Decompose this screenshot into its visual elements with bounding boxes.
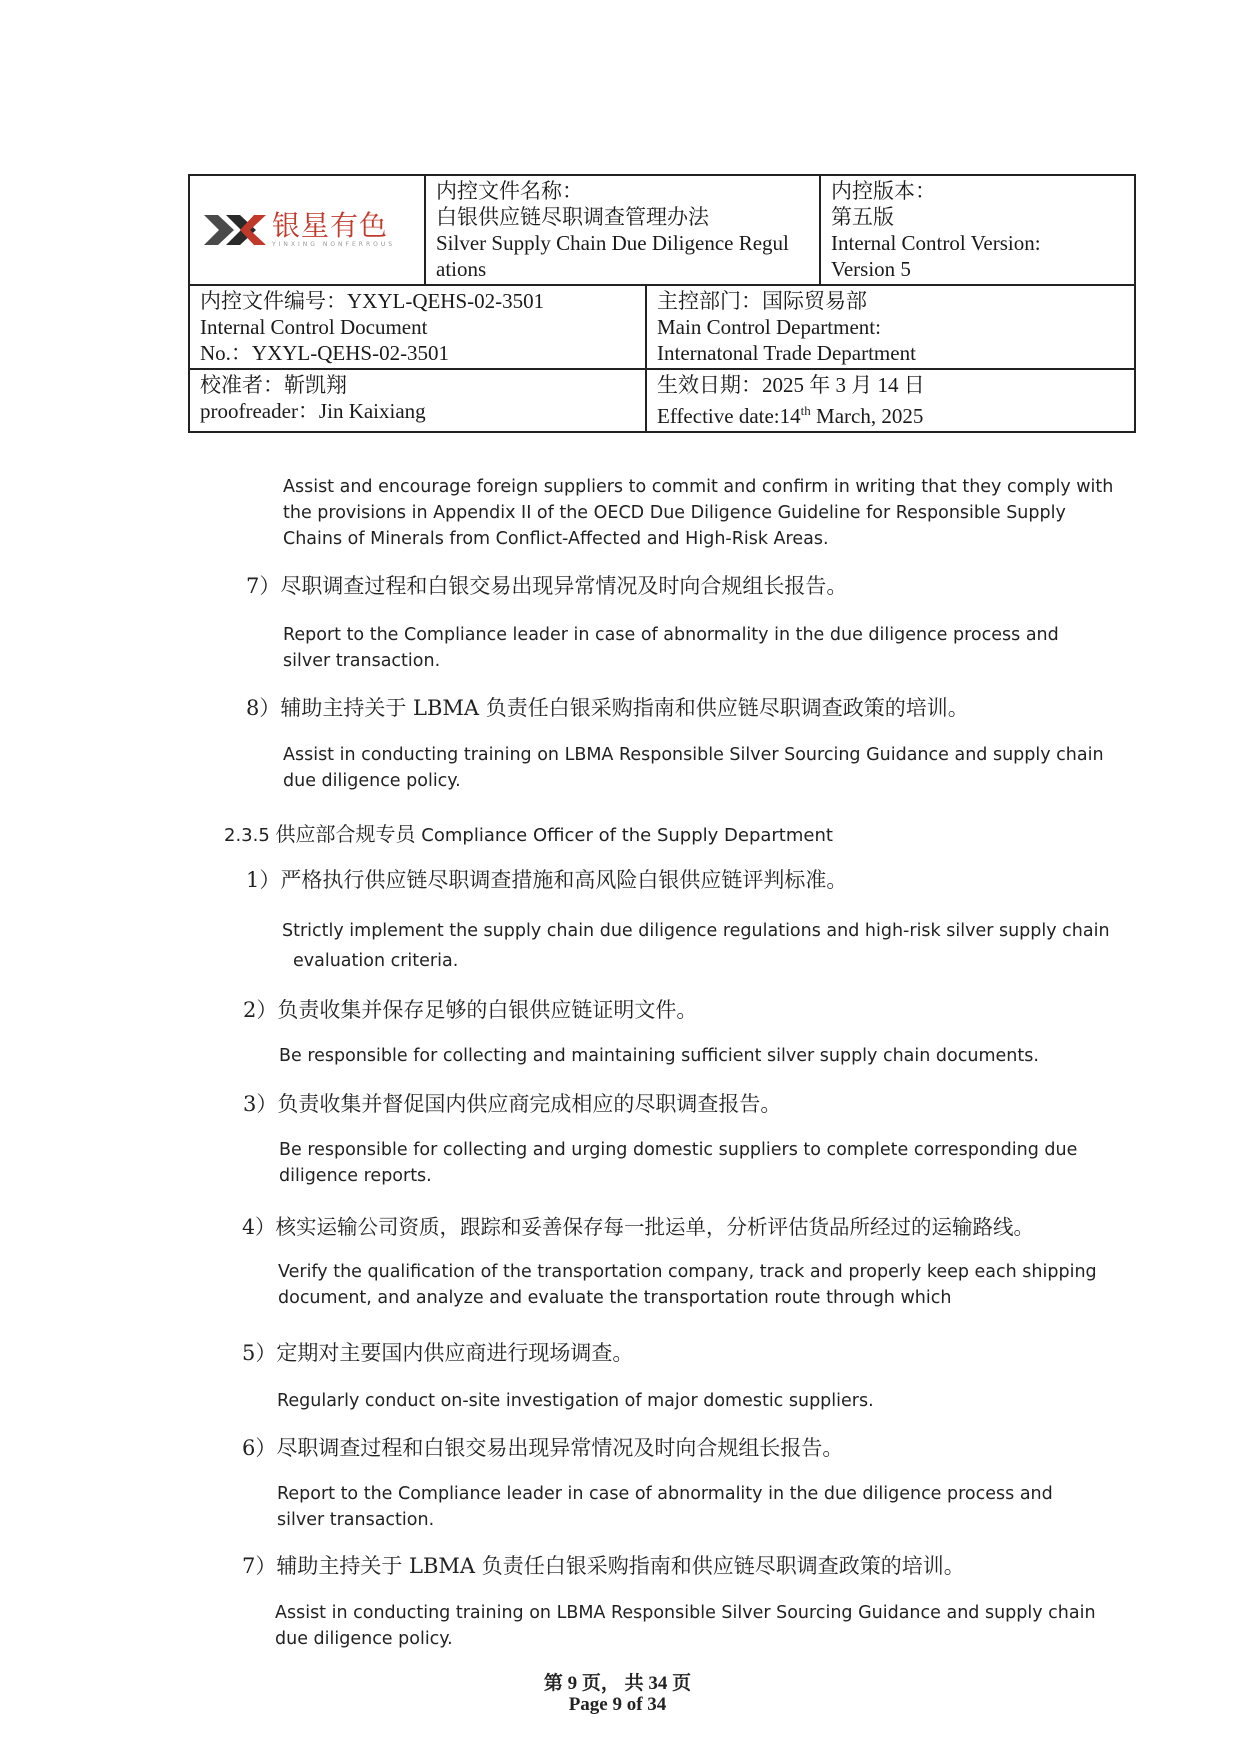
doc-number-en-1: Internal Control Document: [200, 315, 428, 339]
file-name-en-2: ations: [436, 257, 487, 281]
doc-number-cell: [189, 285, 646, 369]
page-number-en: Page 9 of 34: [568, 1694, 667, 1715]
section-title-en: Compliance Officer of the Supply Department: [421, 825, 833, 846]
supply-item-5-cn: 5）定期对主要国内供应商进行现场调查。: [242, 1341, 634, 1365]
supply-item-6-cn: 6）尽职调查过程和白银交易出现异常情况及时向合规组长报告。: [242, 1436, 844, 1460]
doc-number-cn: 内控文件编号：YXYL-QEHS-02-3501: [200, 289, 545, 313]
proofreader-en: proofreader：Jin Kaixiang: [200, 399, 426, 423]
header-table: [188, 174, 1136, 433]
supply-item-1-en-2: evaluation criteria.: [293, 951, 459, 971]
file-name-label: 内控文件名称：: [436, 179, 583, 203]
logo-mark-icon: [204, 213, 266, 247]
supply-item-2-en: Be responsible for collecting and maintaining sufficient silver supply chain documents.: [279, 1046, 1039, 1066]
item-8-en: Assist in conducting training on LBMA Responsible Silver Sourcing Guidance and supply chain due diligence policy.: [283, 745, 1104, 791]
logo-cell: [189, 175, 425, 285]
supply-item-6-en: Report to the Compliance leader in case of abnormality in the due diligence process and silver transaction.: [277, 1484, 1053, 1530]
supply-item-1-en-1: Strictly implement the supply chain due diligence regulations and high-risk silver supply chain: [282, 921, 1110, 941]
effective-date-cell: [646, 369, 1135, 432]
supply-item-4-en: Verify the qualification of the transportation company, track and properly keep each shipping document, and analyze and evaluate the transportation route through which: [278, 1262, 1097, 1308]
doc-number-en-2: No.：YXYL-QEHS-02-3501: [200, 341, 450, 365]
supply-item-3-en: Be responsible for collecting and urging domestic suppliers to complete corresponding due diligence reports.: [279, 1140, 1078, 1186]
effective-date-cn: 生效日期：2025 年 3 月 14 日: [657, 373, 925, 397]
department-en-2: Internatonal Trade Department: [657, 341, 916, 365]
proofreader-cell: [189, 369, 646, 432]
supply-item-5-en: Regularly conduct on-site investigation of major domestic suppliers.: [277, 1391, 874, 1411]
item-7-en: Report to the Compliance leader in case of abnormality in the due diligence process and silver transaction.: [283, 625, 1059, 671]
supply-item-7-cn: 7）辅助主持关于 LBMA 负责任白银采购指南和供应链尽职调查政策的培训。: [242, 1554, 965, 1578]
version-en-1: Internal Control Version:: [831, 231, 1041, 255]
file-name-cell: [425, 175, 820, 285]
section-number: 2.3.5: [224, 825, 270, 846]
supply-item-4-cn: 4）核实运输公司资质，跟踪和妥善保存每一批运单，分析评估货品所经过的运输路线。: [242, 1215, 1035, 1239]
supply-item-3-cn: 3）负责收集并督促国内供应商完成相应的尽职调查报告。: [243, 1092, 782, 1116]
effective-date-en-pre: Effective date:14: [657, 404, 801, 428]
logo-chinese-name: 银星有色: [272, 209, 389, 242]
file-name-cn: 白银供应链尽职调查管理办法: [436, 205, 709, 229]
supply-item-2-cn: 2）负责收集并保存足够的白银供应链证明文件。: [243, 998, 698, 1022]
company-logo: [204, 211, 410, 249]
page-number-cn: 第 9 页， 共 34 页: [543, 1673, 692, 1694]
effective-date-en-post: March, 2025: [810, 404, 924, 428]
effective-date-en: [657, 398, 1124, 429]
proofreader-cn: 校准者：靳凯翔: [200, 373, 347, 397]
department-cell: [646, 285, 1135, 369]
department-en-1: Main Control Department:: [657, 315, 881, 339]
version-label: 内控版本：: [831, 179, 936, 203]
file-name-en-1: Silver Supply Chain Due Diligence Regul: [436, 231, 789, 255]
department-cn: 主控部门：国际贸易部: [657, 289, 867, 313]
section-title-cn: 供应部合规专员: [275, 822, 416, 846]
supply-item-1-cn: 1）严格执行供应链尽职调查措施和高风险白银供应链评判标准。: [246, 868, 848, 892]
section-heading: [224, 818, 833, 847]
logo-english-name: YINXING NONFERROUS: [272, 241, 396, 248]
header-row-2: [189, 285, 1135, 369]
paragraph-oecd: Assist and encourage foreign suppliers to commit and confirm in writing that they comply with the provisions in Appendix II of the OECD Due Diligence Guideline for Responsible Supply Chains of Minerals from Conflict-Affected and High-Risk Areas.: [283, 477, 1114, 549]
header-row-3: [189, 369, 1135, 432]
item-8-cn: 8）辅助主持关于 LBMA 负责任白银采购指南和供应链尽职调查政策的培训。: [246, 696, 969, 720]
effective-date-en-sup: th: [800, 403, 811, 418]
supply-item-7-en: Assist in conducting training on LBMA Responsible Silver Sourcing Guidance and supply chain due diligence policy.: [275, 1603, 1096, 1649]
version-cn: 第五版: [831, 205, 894, 229]
version-cell: [820, 175, 1135, 285]
header-row-1: [189, 175, 1135, 285]
item-7-cn: 7）尽职调查过程和白银交易出现异常情况及时向合规组长报告。: [246, 574, 848, 598]
version-en-2: Version 5: [831, 257, 911, 281]
